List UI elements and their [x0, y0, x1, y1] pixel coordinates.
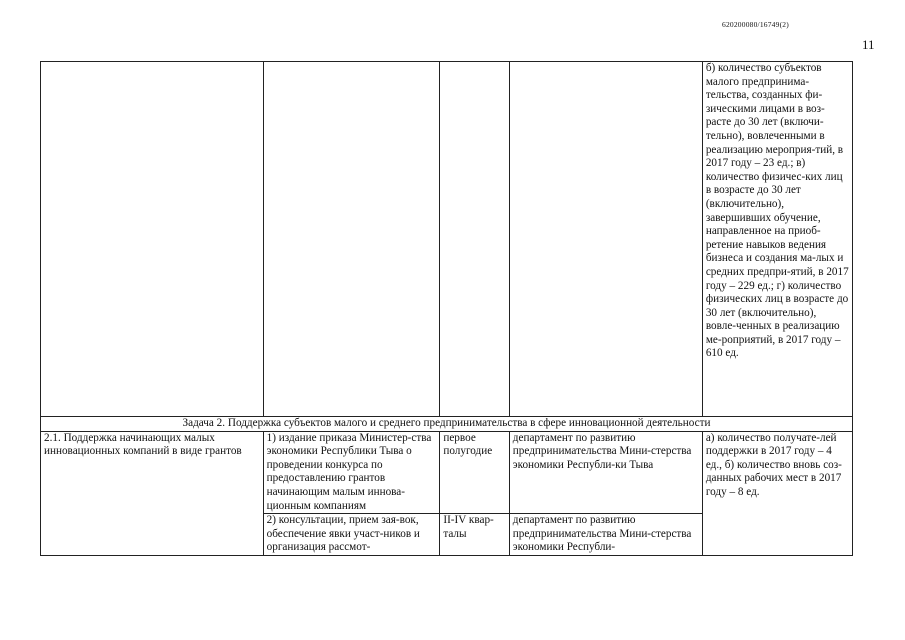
- cell-measure: 2.1. Поддержка начинающих малых инновационных компаний в виде грантов: [41, 431, 264, 555]
- cell-result: а) количество получате-лей поддержки в 2017 году – 4 ед., б) количество вновь соз-данных рабочих мест в 2017 году – 8 ед.: [702, 431, 852, 555]
- plan-table: [40, 61, 853, 556]
- cell-action-2: 2) консультации, прием зая-вок, обеспечение явки участ-ников и организация рассмот-: [263, 514, 440, 556]
- document-id: 620200080/16749(2): [722, 20, 789, 29]
- cell-action-empty: [263, 62, 440, 417]
- cell-executor-empty: [509, 62, 702, 417]
- cell-executor-1: департамент по развитию предпринимательства Мини-стерства экономики Республи-ки Тыва: [509, 431, 702, 514]
- cell-result-continuation: б) количество субъектов малого предпринима-тельства, созданных фи-зическими лицами в воз-расте до 30 лет (включи-тельно), вовлеченными в реализацию мероприя-тий, в 2017 году – 23 ед.; в) количество физичес-ких лиц в возрасте до 30 лет (включительно), завершивших обучение, направленное на приоб-ретение навыков ведения бизнеса и создания ма-лых и средних предпри-ятий, в 2017 году – 229 ед.; г) количество физических лиц в возрасте до 30 лет (включительно), вовле-ченных в реализацию ме-роприятий, в 2017 году – 610 ед.: [702, 62, 852, 417]
- cell-term-2: II-IV квар-талы: [440, 514, 509, 556]
- cell-term-empty: [440, 62, 509, 417]
- task-heading: Задача 2. Поддержка субъектов малого и среднего предпринимательства в сфере инновационной деятельности: [41, 417, 853, 432]
- table-row-continuation: [41, 62, 853, 417]
- table-row-measure-2-1: [41, 431, 853, 514]
- cell-measure-empty: [41, 62, 264, 417]
- table-row-task: [41, 417, 853, 432]
- cell-action-1: 1) издание приказа Министер-ства экономики Республики Тыва о проведении конкурса по предоставлению грантов начинающим малым иннова-ционным компаниям: [263, 431, 440, 514]
- cell-term-1: первое полугодие: [440, 431, 509, 514]
- cell-executor-2: департамент по развитию предпринимательства Мини-стерства экономики Республи-: [509, 514, 702, 556]
- page-number: 11: [862, 37, 875, 52]
